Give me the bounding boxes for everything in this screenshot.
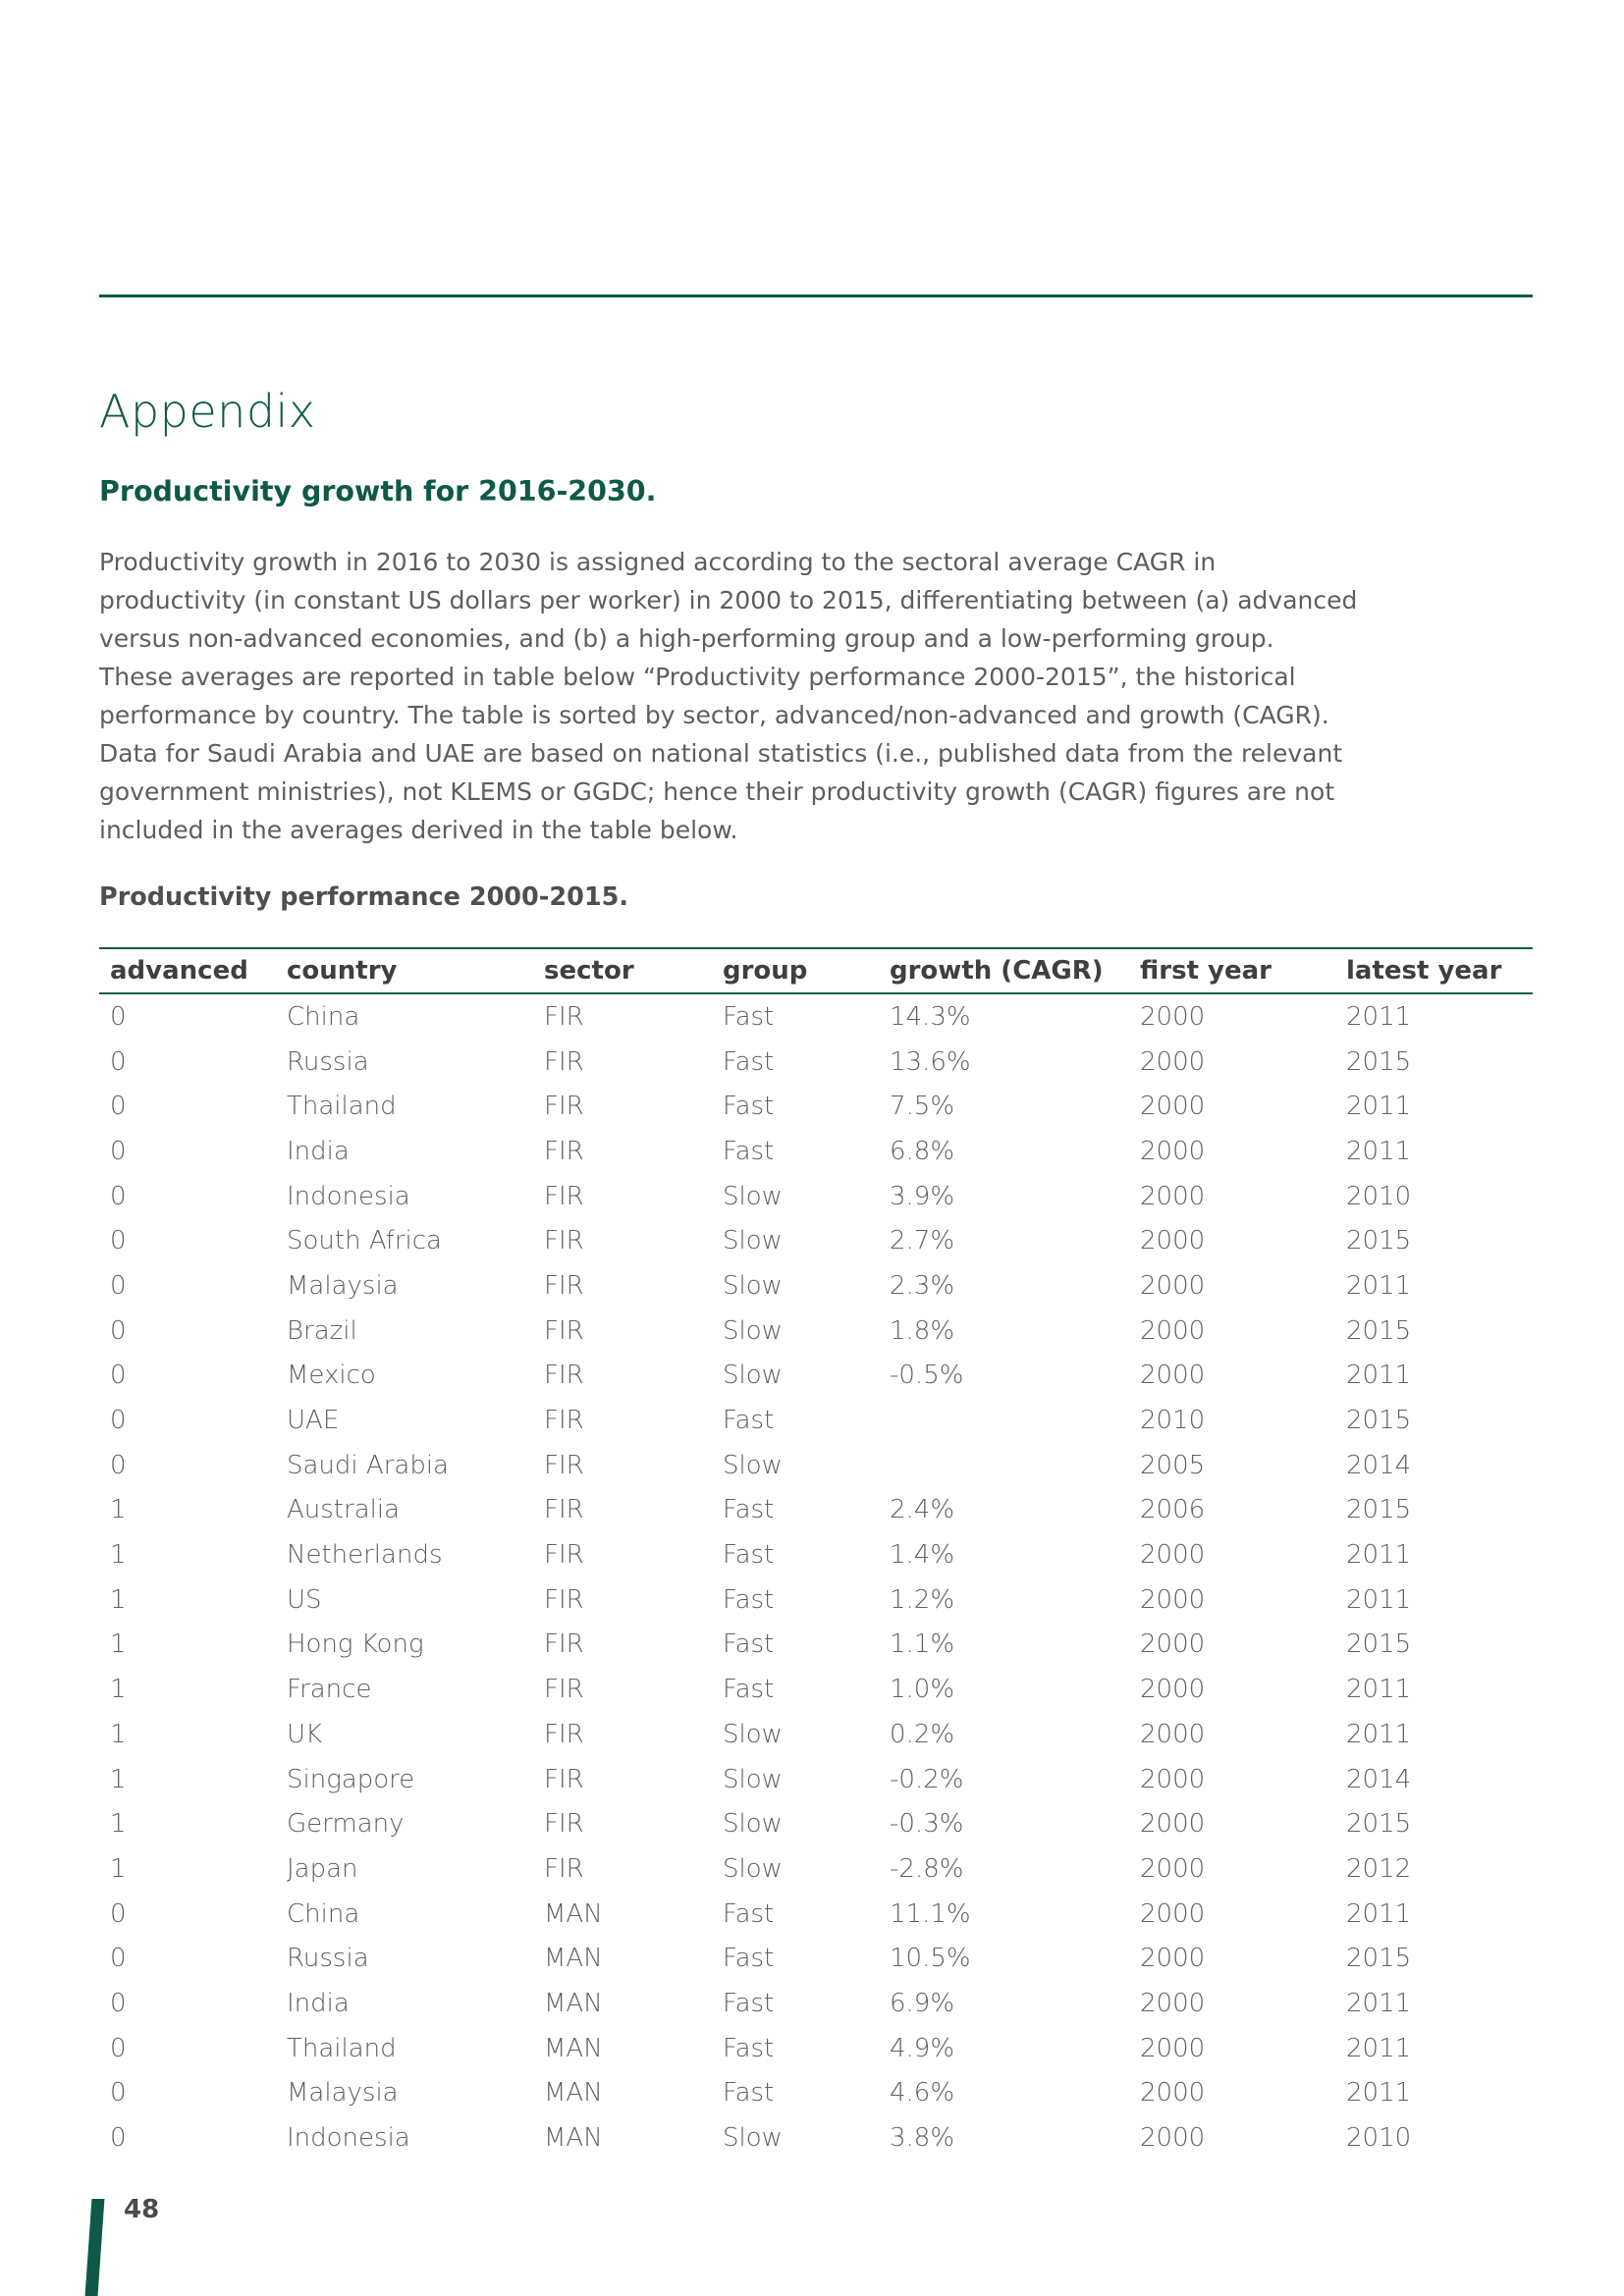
group-cell: Fast <box>723 1092 775 1122</box>
column-header-growth: growth (CAGR) <box>879 948 1129 993</box>
advanced-cell: 0 <box>110 2078 127 2109</box>
group-cell: Slow <box>723 1226 783 1256</box>
country-cell: Malaysia <box>287 2078 399 2109</box>
first-year-cell: 2000 <box>1140 1046 1206 1077</box>
latest-year-cell: 2015 <box>1346 1226 1412 1256</box>
first-year-cell: 2000 <box>1140 1898 1206 1929</box>
table-row <box>99 1040 1533 1085</box>
group-cell: Fast <box>723 1001 775 1032</box>
growth-cell: -0.2% <box>890 1764 964 1794</box>
growth-cell: 2.4% <box>890 1495 955 1525</box>
first-year-cell: 2000 <box>1140 1988 1206 2018</box>
country-cell: India <box>287 1136 350 1166</box>
productivity-table <box>99 947 1533 2161</box>
first-year-cell: 2000 <box>1140 1315 1206 1346</box>
country-cell: China <box>287 1898 360 1929</box>
country-cell: Russia <box>287 1944 369 1974</box>
sector-cell: FIR <box>544 1226 584 1256</box>
first-year-cell: 2000 <box>1140 1226 1206 1256</box>
group-cell: Fast <box>723 1898 775 1929</box>
table-row <box>99 1354 1533 1399</box>
advanced-cell: 0 <box>110 1270 127 1301</box>
table-row <box>99 1263 1533 1308</box>
advanced-cell: 0 <box>110 1226 127 1256</box>
first-year-cell: 2000 <box>1140 1764 1206 1794</box>
advanced-cell: 0 <box>110 1046 127 1077</box>
advanced-cell: 1 <box>110 1809 127 1840</box>
advanced-cell: 1 <box>110 1540 127 1571</box>
first-year-cell: 2000 <box>1140 1675 1206 1705</box>
growth-cell: 6.9% <box>890 1988 955 2018</box>
column-header-sector: sector <box>533 948 712 993</box>
growth-cell: 1.0% <box>890 1675 955 1705</box>
latest-year-cell: 2011 <box>1346 1540 1412 1571</box>
column-header-country: country <box>276 948 533 993</box>
latest-year-cell: 2011 <box>1346 1988 1412 2018</box>
growth-cell: 6.8% <box>890 1136 955 1166</box>
section-title: Productivity growth for 2016-2030. <box>99 475 657 507</box>
sector-cell: FIR <box>544 1584 584 1615</box>
sector-cell: FIR <box>544 1675 584 1705</box>
sector-cell: FIR <box>544 1181 584 1211</box>
sector-cell: FIR <box>544 1270 584 1301</box>
table-row <box>99 1936 1533 1981</box>
growth-cell <box>879 1398 1129 1443</box>
group-cell: Fast <box>723 1136 775 1166</box>
sector-cell: FIR <box>544 1315 584 1346</box>
latest-year-cell: 2011 <box>1346 2078 1412 2109</box>
group-cell: Fast <box>723 1406 775 1436</box>
first-year-cell: 2006 <box>1140 1495 1206 1525</box>
country-cell: India <box>287 1988 350 2018</box>
advanced-cell: 0 <box>110 1181 127 1211</box>
table-row <box>99 1084 1533 1129</box>
growth-cell <box>879 1443 1129 1488</box>
group-cell: Slow <box>723 1719 783 1749</box>
table-row <box>99 2071 1533 2116</box>
country-cell: France <box>287 1675 372 1705</box>
growth-cell: 3.9% <box>890 1181 955 1211</box>
country-cell: Singapore <box>287 1764 415 1794</box>
first-year-cell: 2000 <box>1140 1361 1206 1391</box>
paragraph-line: productivity (in constant US dollars per worker) in 2000 to 2015, differentiating between (a) advanced <box>99 586 1358 614</box>
advanced-cell: 0 <box>110 1988 127 2018</box>
advanced-cell: 0 <box>110 1315 127 1346</box>
table-row <box>99 2115 1533 2161</box>
table-row <box>99 1577 1533 1623</box>
latest-year-cell: 2011 <box>1346 1361 1412 1391</box>
table-caption: Productivity performance 2000-2015. <box>99 882 629 912</box>
first-year-cell: 2000 <box>1140 2078 1206 2109</box>
latest-year-cell: 2011 <box>1346 1001 1412 1032</box>
first-year-cell: 2000 <box>1140 1629 1206 1660</box>
growth-cell: 13.6% <box>890 1046 971 1077</box>
latest-year-cell: 2014 <box>1346 1450 1412 1480</box>
sector-cell: FIR <box>544 1361 584 1391</box>
advanced-cell: 0 <box>110 1136 127 1166</box>
country-cell: Indonesia <box>287 1181 410 1211</box>
group-cell: Slow <box>723 2123 783 2154</box>
table-body <box>99 993 1533 2161</box>
first-year-cell: 2000 <box>1140 1270 1206 1301</box>
column-header-latest-year: latest year <box>1335 948 1533 993</box>
sector-cell: FIR <box>544 1540 584 1571</box>
sector-cell: FIR <box>544 1764 584 1794</box>
table-row <box>99 1712 1533 1757</box>
country-cell: Thailand <box>287 1092 397 1122</box>
sector-cell: FIR <box>544 1853 584 1884</box>
first-year-cell: 2000 <box>1140 1136 1206 1166</box>
group-cell: Slow <box>723 1361 783 1391</box>
latest-year-cell: 2011 <box>1346 1675 1412 1705</box>
advanced-cell: 0 <box>110 1406 127 1436</box>
advanced-cell: 0 <box>110 1898 127 1929</box>
paragraph-line: Productivity growth in 2016 to 2030 is assigned according to the sectoral average CAGR in <box>99 548 1217 576</box>
growth-cell: 3.8% <box>890 2123 955 2154</box>
paragraph-line: These averages are reported in table below “Productivity performance 2000-2015”, the historical <box>99 663 1296 691</box>
table-row <box>99 2026 1533 2071</box>
latest-year-cell: 2011 <box>1346 1719 1412 1749</box>
intro-paragraph <box>99 543 1533 849</box>
table-row <box>99 1623 1533 1668</box>
advanced-cell: 1 <box>110 1764 127 1794</box>
country-cell: UAE <box>287 1406 340 1436</box>
country-cell: Indonesia <box>287 2123 410 2154</box>
first-year-cell: 2000 <box>1140 1181 1206 1211</box>
country-cell: China <box>287 1001 360 1032</box>
country-cell: Russia <box>287 1046 369 1077</box>
latest-year-cell: 2015 <box>1346 1495 1412 1525</box>
latest-year-cell: 2015 <box>1346 1944 1412 1974</box>
paragraph-line: government ministries), not KLEMS or GGDC; hence their productivity growth (CAGR) figures are not <box>99 777 1335 806</box>
latest-year-cell: 2015 <box>1346 1315 1412 1346</box>
table-row <box>99 1981 1533 2026</box>
table-header-row <box>99 948 1533 993</box>
page-number: 48 <box>124 2195 160 2224</box>
growth-cell: -2.8% <box>890 1853 964 1884</box>
latest-year-cell: 2014 <box>1346 1764 1412 1794</box>
latest-year-cell: 2015 <box>1346 1046 1412 1077</box>
country-cell: South Africa <box>287 1226 442 1256</box>
paragraph-line: Data for Saudi Arabia and UAE are based on national statistics (i.e., published data from the relevant <box>99 739 1343 768</box>
sector-cell: MAN <box>544 1898 603 1929</box>
first-year-cell: 2000 <box>1140 1540 1206 1571</box>
group-cell: Slow <box>723 1853 783 1884</box>
growth-cell: -0.5% <box>890 1361 964 1391</box>
first-year-cell: 2010 <box>1140 1406 1206 1436</box>
sector-cell: MAN <box>544 1944 603 1974</box>
header-divider <box>99 294 1533 297</box>
first-year-cell: 2005 <box>1140 1450 1206 1480</box>
advanced-cell: 1 <box>110 1584 127 1615</box>
growth-cell: 7.5% <box>890 1092 955 1122</box>
sector-cell: FIR <box>544 1092 584 1122</box>
growth-cell: 4.9% <box>890 2033 955 2063</box>
country-cell: Germany <box>287 1809 405 1840</box>
group-cell: Fast <box>723 1046 775 1077</box>
table-row <box>99 1174 1533 1219</box>
advanced-cell: 1 <box>110 1495 127 1525</box>
advanced-cell: 1 <box>110 1629 127 1660</box>
paragraph-line: included in the averages derived in the table below. <box>99 816 738 844</box>
growth-cell: 1.1% <box>890 1629 955 1660</box>
growth-cell: 14.3% <box>890 1001 971 1032</box>
group-cell: Slow <box>723 1315 783 1346</box>
sector-cell: FIR <box>544 1046 584 1077</box>
latest-year-cell: 2011 <box>1346 1898 1412 1929</box>
country-cell: Malaysia <box>287 1270 399 1301</box>
latest-year-cell: 2010 <box>1346 1181 1412 1211</box>
advanced-cell: 0 <box>110 2123 127 2154</box>
growth-cell: -0.3% <box>890 1809 964 1840</box>
table-row <box>99 1218 1533 1263</box>
country-cell: Mexico <box>287 1361 376 1391</box>
table-row <box>99 1308 1533 1354</box>
table-row <box>99 1846 1533 1892</box>
advanced-cell: 1 <box>110 1853 127 1884</box>
growth-cell: 1.4% <box>890 1540 955 1571</box>
growth-cell: 0.2% <box>890 1719 955 1749</box>
paragraph-line: versus non-advanced economies, and (b) a high-performing group and a low-performing group. <box>99 624 1274 653</box>
country-cell: UK <box>287 1719 323 1749</box>
group-cell: Fast <box>723 1944 775 1974</box>
group-cell: Fast <box>723 1629 775 1660</box>
table-row <box>99 1801 1533 1846</box>
table-row <box>99 1488 1533 1533</box>
table-row <box>99 1532 1533 1577</box>
latest-year-cell: 2015 <box>1346 1629 1412 1660</box>
latest-year-cell: 2012 <box>1346 1853 1412 1884</box>
latest-year-cell: 2011 <box>1346 1136 1412 1166</box>
advanced-cell: 0 <box>110 1944 127 1974</box>
advanced-cell: 0 <box>110 1361 127 1391</box>
advanced-cell: 1 <box>110 1719 127 1749</box>
advanced-cell: 0 <box>110 1001 127 1032</box>
country-cell: Netherlands <box>287 1540 443 1571</box>
latest-year-cell: 2015 <box>1346 1809 1412 1840</box>
first-year-cell: 2000 <box>1140 2123 1206 2154</box>
group-cell: Fast <box>723 1988 775 2018</box>
latest-year-cell: 2011 <box>1346 1270 1412 1301</box>
latest-year-cell: 2010 <box>1346 2123 1412 2154</box>
page-number-accent-bar <box>85 2199 105 2296</box>
sector-cell: FIR <box>544 1136 584 1166</box>
group-cell: Slow <box>723 1809 783 1840</box>
latest-year-cell: 2011 <box>1346 2033 1412 2063</box>
group-cell: Slow <box>723 1181 783 1211</box>
first-year-cell: 2000 <box>1140 1944 1206 1974</box>
sector-cell: MAN <box>544 2123 603 2154</box>
growth-cell: 1.8% <box>890 1315 955 1346</box>
latest-year-cell: 2011 <box>1346 1092 1412 1122</box>
group-cell: Fast <box>723 1675 775 1705</box>
group-cell: Fast <box>723 2078 775 2109</box>
country-cell: Brazil <box>287 1315 357 1346</box>
first-year-cell: 2000 <box>1140 1584 1206 1615</box>
table-row <box>99 1129 1533 1174</box>
sector-cell: FIR <box>544 1629 584 1660</box>
advanced-cell: 1 <box>110 1675 127 1705</box>
growth-cell: 2.7% <box>890 1226 955 1256</box>
sector-cell: MAN <box>544 1988 603 2018</box>
column-header-advanced: advanced <box>99 948 276 993</box>
latest-year-cell: 2015 <box>1346 1406 1412 1436</box>
sector-cell: FIR <box>544 1406 584 1436</box>
table-row <box>99 1757 1533 1802</box>
advanced-cell: 0 <box>110 1450 127 1480</box>
group-cell: Fast <box>723 1540 775 1571</box>
advanced-cell: 0 <box>110 2033 127 2063</box>
country-cell: Australia <box>287 1495 401 1525</box>
advanced-cell: 0 <box>110 1092 127 1122</box>
group-cell: Slow <box>723 1450 783 1480</box>
group-cell: Fast <box>723 1584 775 1615</box>
first-year-cell: 2000 <box>1140 1001 1206 1032</box>
sector-cell: FIR <box>544 1450 584 1480</box>
sector-cell: FIR <box>544 1495 584 1525</box>
sector-cell: FIR <box>544 1809 584 1840</box>
sector-cell: MAN <box>544 2033 603 2063</box>
first-year-cell: 2000 <box>1140 1092 1206 1122</box>
sector-cell: FIR <box>544 1719 584 1749</box>
growth-cell: 4.6% <box>890 2078 955 2109</box>
table-row <box>99 1667 1533 1712</box>
page-title: Appendix <box>99 385 316 438</box>
sector-cell: FIR <box>544 1001 584 1032</box>
country-cell: Hong Kong <box>287 1629 424 1660</box>
column-header-first-year: first year <box>1129 948 1335 993</box>
paragraph-line: performance by country. The table is sorted by sector, advanced/non-advanced and growth (CAGR). <box>99 701 1329 729</box>
group-cell: Fast <box>723 1495 775 1525</box>
table-row <box>99 993 1533 1040</box>
growth-cell: 11.1% <box>890 1898 971 1929</box>
table-row <box>99 1398 1533 1443</box>
group-cell: Slow <box>723 1764 783 1794</box>
first-year-cell: 2000 <box>1140 1853 1206 1884</box>
group-cell: Slow <box>723 1270 783 1301</box>
first-year-cell: 2000 <box>1140 1719 1206 1749</box>
country-cell: Thailand <box>287 2033 397 2063</box>
growth-cell: 2.3% <box>890 1270 955 1301</box>
latest-year-cell: 2011 <box>1346 1584 1412 1615</box>
group-cell: Fast <box>723 2033 775 2063</box>
sector-cell: MAN <box>544 2078 603 2109</box>
column-header-group: group <box>712 948 879 993</box>
first-year-cell: 2000 <box>1140 1809 1206 1840</box>
first-year-cell: 2000 <box>1140 2033 1206 2063</box>
country-cell: Japan <box>287 1853 358 1884</box>
country-cell: Saudi Arabia <box>287 1450 449 1480</box>
table-row <box>99 1443 1533 1488</box>
growth-cell: 10.5% <box>890 1944 971 1974</box>
growth-cell: 1.2% <box>890 1584 955 1615</box>
table-row <box>99 1892 1533 1937</box>
country-cell: US <box>287 1584 322 1615</box>
